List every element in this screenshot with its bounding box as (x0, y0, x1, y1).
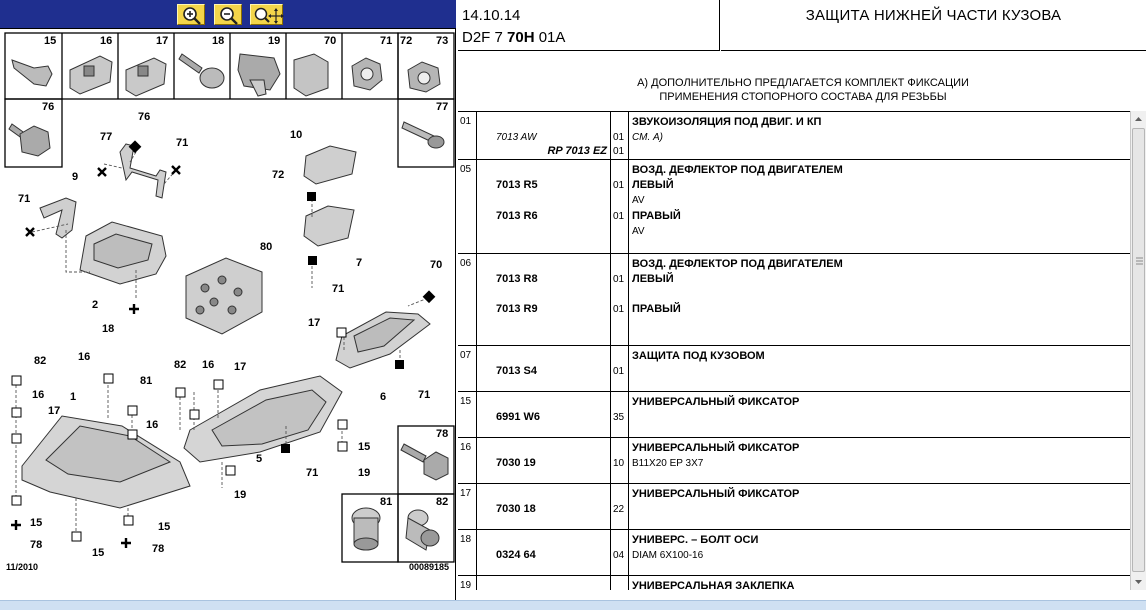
part-description: ВОЗД. ДЕФЛЕКТОР ПОД ДВИГАТЕЛЕМ (632, 258, 843, 270)
callout: 71 (418, 389, 431, 401)
thumb-label: 71 (380, 35, 393, 47)
part-reference[interactable]: 7013 S4 (496, 365, 537, 377)
table-row[interactable] (458, 530, 1130, 576)
group-number: 19 (460, 580, 472, 590)
table-row[interactable] (458, 438, 1130, 484)
thumb-label: 70 (324, 35, 337, 47)
quantity: 04 (613, 550, 625, 561)
part-reference[interactable]: 7030 19 (496, 457, 536, 469)
callout: 6 (380, 391, 387, 403)
header-code (462, 29, 565, 46)
note-line: А) ДОПОЛНИТЕЛЬНО ПРЕДЛАГАЕТСЯ КОМПЛЕКТ ФИКСАЦИИ (637, 77, 969, 89)
callout: 5 (256, 453, 263, 465)
note (458, 76, 1146, 104)
callout: 80 (260, 241, 273, 253)
zoom-pan-button[interactable] (250, 4, 283, 25)
thumb-label: 81 (380, 496, 393, 508)
callout: 17 (48, 405, 61, 417)
quantity: 01 (613, 146, 625, 157)
group-number: 07 (460, 350, 472, 361)
page-title: ЗАЩИТА НИЖНЕЙ ЧАСТИ КУЗОВА (805, 7, 1062, 24)
thumb-label: 82 (436, 496, 449, 508)
zoom-in-icon (178, 5, 206, 26)
scroll-up-button[interactable] (1131, 111, 1146, 127)
callout: 19 (358, 467, 371, 479)
part-note: AV (632, 226, 645, 237)
quantity: 01 (613, 211, 625, 222)
table-row[interactable] (458, 112, 1130, 160)
diagram-code: 00089185 (408, 562, 449, 572)
table-scrollbar[interactable] (1130, 111, 1146, 590)
part-reference[interactable]: 7013 R6 (496, 210, 538, 222)
callout: 15 (158, 521, 171, 533)
part-note: AV (632, 195, 645, 206)
header-title-box (721, 0, 1146, 51)
window-bottom-edge (0, 600, 1146, 610)
callout: 77 (100, 131, 113, 143)
callout: 78 (30, 539, 43, 551)
callout: 15 (358, 441, 371, 453)
callout: 78 (152, 543, 165, 555)
header-code-prefix: D2F 7 (462, 29, 508, 46)
quantity: 01 (613, 304, 625, 315)
part-note: DIAM 6X100-16 (632, 550, 704, 561)
diagram-date: 11/2010 (6, 562, 39, 572)
part-description: УНИВЕРСАЛЬНЫЙ ФИКСАТОР (632, 488, 800, 500)
callout: 82 (174, 359, 187, 371)
thumb-label: 73 (436, 35, 449, 47)
part-description: ЗВУКОИЗОЛЯЦИЯ ПОД ДВИГ. И КП (632, 116, 822, 128)
table-row[interactable] (458, 576, 1130, 590)
zoom-toolbar (0, 0, 456, 29)
callout: 17 (308, 317, 321, 329)
table-row[interactable] (458, 160, 1130, 254)
part-description: УНИВЕРСАЛЬНАЯ ЗАКЛЕПКА (632, 580, 795, 590)
part-variant: ЛЕВЫЙ (632, 273, 674, 285)
callout: 10 (290, 129, 303, 141)
thumb-label: 76 (42, 101, 55, 113)
callout: 71 (18, 193, 31, 205)
part-description: УНИВЕРС. – БОЛТ ОСИ (632, 534, 759, 546)
callout: 82 (34, 355, 47, 367)
scroll-down-button[interactable] (1131, 574, 1146, 590)
callout: 15 (30, 517, 43, 529)
callout: 81 (140, 375, 153, 387)
part-reference[interactable]: 7013 AW (496, 132, 537, 143)
scroll-thumb[interactable] (1132, 128, 1145, 572)
parts-drawing (22, 144, 430, 508)
quantity: 01 (613, 132, 625, 143)
part-reference[interactable]: 6991 W6 (496, 411, 541, 423)
callout: 71 (176, 137, 189, 149)
part-reference[interactable]: 7013 R8 (496, 273, 538, 285)
group-number: 17 (460, 488, 472, 499)
zoom-pan-icon (251, 5, 284, 26)
table-row[interactable] (458, 254, 1130, 346)
grip-icon (1136, 257, 1143, 265)
callout: 71 (306, 467, 319, 479)
header-code-suffix: 01A (534, 29, 566, 46)
part-description: УНИВЕРСАЛЬНЫЙ ФИКСАТОР (632, 442, 800, 454)
diagram-pane (0, 0, 456, 600)
thumb-label: 18 (212, 35, 225, 47)
callout: 76 (138, 111, 151, 123)
part-description: УНИВЕРСАЛЬНЫЙ ФИКСАТОР (632, 396, 800, 408)
part-description: ЗАЩИТА ПОД КУЗОВОМ (632, 350, 765, 362)
thumb-label: 72 (400, 35, 413, 47)
table-row[interactable] (458, 484, 1130, 530)
callout: 2 (92, 299, 99, 311)
parts-table[interactable] (458, 111, 1130, 590)
header-code-bold: 70H (507, 29, 535, 46)
thumb-label: 17 (156, 35, 169, 47)
table-row[interactable] (458, 392, 1130, 438)
part-note: СМ. А) (632, 132, 663, 143)
header-date: 14.10.14 (462, 7, 521, 24)
callout: 16 (78, 351, 91, 363)
part-description: ВОЗД. ДЕФЛЕКТОР ПОД ДВИГАТЕЛЕМ (632, 164, 843, 176)
arrow-down-icon (1131, 574, 1146, 590)
zoom-in-button[interactable] (177, 4, 205, 25)
callout: 1 (70, 391, 77, 403)
quantity: 01 (613, 274, 625, 285)
callout: 9 (72, 171, 79, 183)
quantity: 10 (613, 458, 625, 469)
group-number: 01 (460, 116, 472, 127)
quantity: 22 (613, 504, 625, 515)
group-number: 05 (460, 164, 472, 175)
callout: 17 (234, 361, 247, 373)
part-reference[interactable]: 0324 64 (496, 549, 536, 561)
thumb-label: 77 (436, 101, 449, 113)
callout: 7 (356, 257, 363, 269)
callout: 16 (32, 389, 45, 401)
part-reference[interactable]: 7013 R5 (496, 179, 538, 191)
group-number: 15 (460, 396, 472, 407)
arrow-up-icon (1131, 111, 1146, 127)
group-number: 16 (460, 442, 472, 453)
quantity: 01 (613, 180, 625, 191)
thumb-label: 19 (268, 35, 281, 47)
part-reference[interactable]: 7013 R9 (496, 303, 538, 315)
table-row[interactable] (458, 346, 1130, 392)
callout: 15 (92, 547, 105, 559)
exploded-parts-diagram (0, 30, 456, 582)
callout: 18 (102, 323, 115, 335)
callout: 72 (272, 169, 285, 181)
callout: 70 (430, 259, 443, 271)
part-reference[interactable]: RP 7013 EZ (547, 145, 607, 157)
callout: 71 (332, 283, 345, 295)
part-reference[interactable]: 7030 18 (496, 503, 536, 515)
zoom-out-icon (215, 5, 243, 26)
group-number: 06 (460, 258, 472, 269)
callout: 16 (202, 359, 215, 371)
part-variant: ЛЕВЫЙ (632, 179, 674, 191)
callout: 19 (234, 489, 247, 501)
thumb-label: 78 (436, 428, 449, 440)
zoom-out-button[interactable] (214, 4, 242, 25)
group-number: 18 (460, 534, 472, 545)
quantity: 35 (613, 412, 625, 423)
part-variant: ПРАВЫЙ (632, 210, 681, 222)
callout: 16 (146, 419, 159, 431)
part-variant: ПРАВЫЙ (632, 303, 681, 315)
thumb-label: 16 (100, 35, 113, 47)
part-note: B11X20 EP 3X7 (632, 458, 704, 469)
header-info (458, 0, 720, 51)
quantity: 01 (613, 366, 625, 377)
thumb-label: 15 (44, 35, 57, 47)
note-line: ПРИМЕНЕНИЯ СТОПОРНОГО СОСТАВА ДЛЯ РЕЗЬБЫ (659, 91, 947, 103)
